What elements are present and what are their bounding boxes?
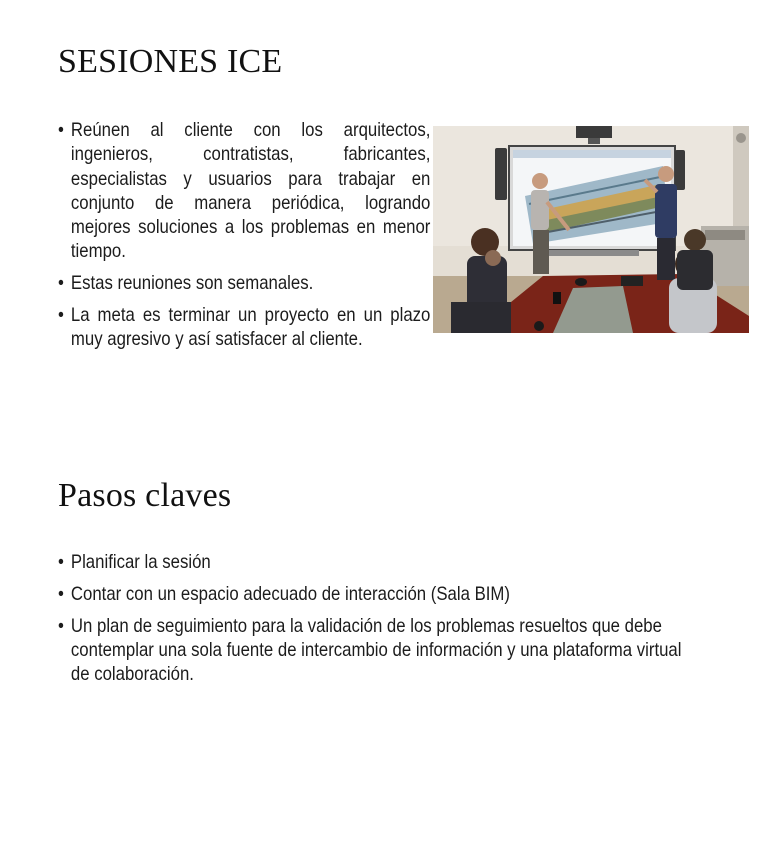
pasos-bullet-list	[58, 550, 768, 694]
bullet-dot: •	[58, 119, 64, 141]
section-title-pasos-claves: Pasos claves	[58, 477, 232, 514]
bullet-dot: •	[58, 272, 64, 295]
bullet-dot: •	[58, 304, 64, 327]
bullet-dot: •	[58, 582, 64, 605]
bullet-item	[58, 550, 699, 574]
bullet-item	[58, 303, 430, 352]
bullet-dot: •	[58, 614, 64, 637]
bullet-item	[58, 582, 699, 606]
bullet-item	[58, 614, 699, 687]
bullet-text: Reúnen al cliente con los arquitectos, ingenieros, contratistas, fabricantes, especialistas y usuarios para trabajar en conjunto de manera periódica, logrando mejores soluciones a los problemas en menor tiempo.	[70, 119, 431, 263]
bullet-text: Estas reuniones son semanales.	[70, 272, 314, 295]
bullet-text: La meta es terminar un proyecto en un plazo muy agresivo y así satisfacer al cliente.	[70, 304, 431, 351]
sesiones-bullet-list	[58, 118, 476, 359]
bullet-item	[58, 271, 430, 295]
bullet-text: Un plan de seguimiento para la validación de los problemas resueltos que debe contemplar una sola fuente de intercambio de información y una plataforma virtual de colaboración.	[70, 614, 682, 686]
bullet-text: Planificar la sesión	[70, 551, 211, 573]
bullet-text: Contar con un espacio adecuado de interacción (Sala BIM)	[70, 582, 510, 605]
bullet-dot: •	[58, 551, 64, 573]
section-title-sesiones-ice: SESIONES ICE	[58, 43, 283, 80]
bullet-item	[58, 118, 430, 264]
meeting-photo	[433, 126, 749, 333]
